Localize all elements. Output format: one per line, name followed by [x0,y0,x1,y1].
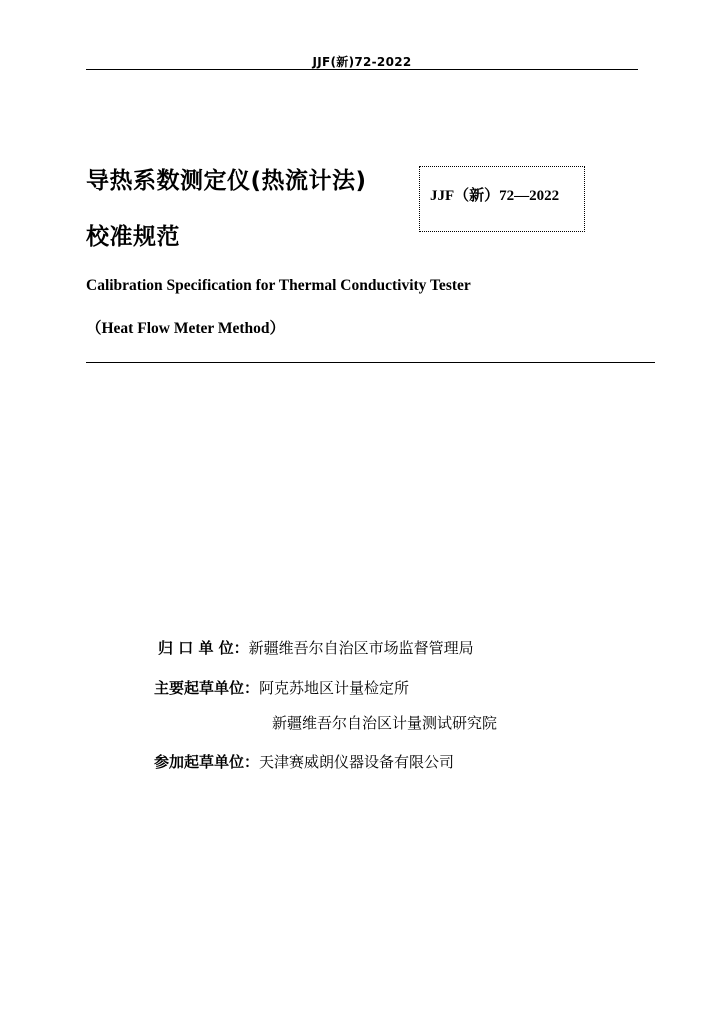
english-title-line-2: （Heat Flow Meter Method） [86,320,286,337]
main-drafting-unit-row-2 [272,712,497,733]
chinese-title-line-1: 导热系数测定仪(热流计法) [86,168,367,194]
header-document-code: JJF(新)72-2022 [312,55,412,69]
main-drafting-unit-value-2: 新疆维吾尔自治区计量测试研究院 [272,714,498,732]
header-divider [86,69,638,70]
main-drafting-unit-label: 主要起草单位： [154,679,260,697]
main-drafting-unit-row [154,677,409,698]
responsible-unit-row [158,637,474,658]
document-code-box-text: JJF（新）72—2022 [430,188,560,204]
english-title-line-1: Calibration Specification for Thermal Conductivity Tester [86,277,471,294]
participating-unit-value: 天津赛威朗仪器设备有限公司 [259,753,455,771]
responsible-unit-value: 新疆维吾尔自治区市场监督管理局 [248,639,474,657]
document-code-box [419,166,585,232]
chinese-title-line-2: 校准规范 [86,224,180,250]
title-divider [86,362,655,363]
participating-unit-label: 参加起草单位： [154,753,260,771]
main-drafting-unit-value-1: 阿克苏地区计量检定所 [259,679,410,697]
responsible-unit-label: 归 口 单 位： [158,639,249,657]
participating-unit-row [154,751,454,772]
